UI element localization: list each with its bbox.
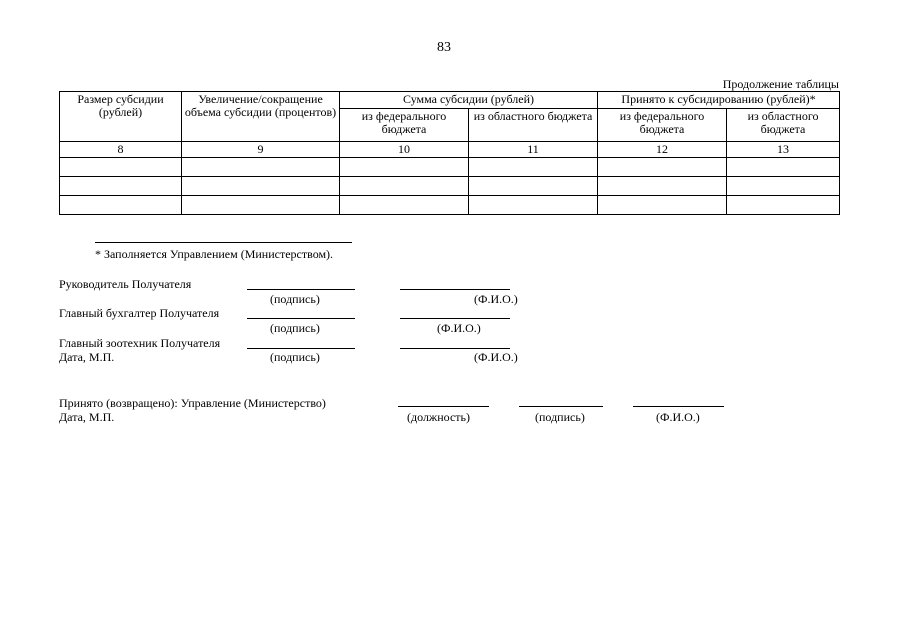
- head-name-hint: (Ф.И.О.): [474, 292, 518, 306]
- page-number: 83: [437, 40, 451, 55]
- column-number: 13: [727, 142, 840, 158]
- column-number: 9: [182, 142, 340, 158]
- subsidy-table: [59, 91, 840, 215]
- acceptance-signature-line: [519, 406, 603, 407]
- zootechnician-signature-hint: (подпись): [270, 350, 320, 364]
- table-cell: [598, 177, 727, 196]
- column-number: 8: [60, 142, 182, 158]
- table-cell: [598, 158, 727, 177]
- footnote-separator: [95, 242, 352, 243]
- table-cell: [598, 196, 727, 215]
- table-row: [60, 177, 840, 196]
- table-cell: [469, 177, 598, 196]
- table-cell: [340, 158, 469, 177]
- header-subsidy-sum: Сумма субсидии (рублей): [340, 92, 598, 109]
- header-accepted: Принято к субсидированию (рублей)*: [598, 92, 840, 109]
- accountant-name-line: [400, 318, 510, 319]
- header-sum-federal: из федерального бюджета: [340, 109, 469, 142]
- date-stamp-label: Дата, М.П.: [59, 350, 115, 364]
- table-cell: [340, 177, 469, 196]
- header-accepted-regional: из областного бюджета: [727, 109, 840, 142]
- column-number: 11: [469, 142, 598, 158]
- header-subsidy-size: Размер субсидии (рублей): [60, 92, 182, 142]
- acceptance-label: Принято (возвращено): Управление (Министерство): [59, 396, 326, 410]
- table-cell: [469, 196, 598, 215]
- accountant-signature-hint: (подпись): [270, 321, 320, 335]
- table-cell: [182, 196, 340, 215]
- column-number-row: [60, 142, 840, 158]
- table-cell: [182, 158, 340, 177]
- acceptance-signature-hint: (подпись): [535, 410, 585, 424]
- head-name-line: [400, 289, 510, 290]
- acceptance-name-line: [633, 406, 724, 407]
- table-row: [60, 196, 840, 215]
- table-cell: [727, 158, 840, 177]
- table-cell: [182, 177, 340, 196]
- table-continuation-label: Продолжение таблицы: [722, 77, 839, 91]
- acceptance-position-line: [398, 406, 489, 407]
- accountant-signature-line: [247, 318, 355, 319]
- header-accepted-federal: из федерального бюджета: [598, 109, 727, 142]
- table-cell: [60, 196, 182, 215]
- zootechnician-name-hint: (Ф.И.О.): [474, 350, 518, 364]
- table-cell: [60, 177, 182, 196]
- zootechnician-signature-line: [247, 348, 355, 349]
- table-cell: [727, 196, 840, 215]
- footnote: * Заполняется Управлением (Министерством).: [95, 247, 334, 261]
- column-number: 10: [340, 142, 469, 158]
- table-cell: [60, 158, 182, 177]
- zootechnician-name-line: [400, 348, 510, 349]
- acceptance-name-hint: (Ф.И.О.): [656, 410, 700, 424]
- table-row: [60, 158, 840, 177]
- head-signature-line: [247, 289, 355, 290]
- table-cell: [340, 196, 469, 215]
- chief-accountant-label: Главный бухгалтер Получателя: [59, 306, 220, 320]
- acceptance-position-hint: (должность): [407, 410, 470, 424]
- zootechnician-label: Главный зоотехник Получателя: [59, 336, 221, 350]
- header-sum-regional: из областного бюджета: [469, 109, 598, 142]
- table-cell: [469, 158, 598, 177]
- head-label: Руководитель Получателя: [59, 277, 192, 291]
- column-number: 12: [598, 142, 727, 158]
- accountant-name-hint: (Ф.И.О.): [437, 321, 481, 335]
- acceptance-date-label: Дата, М.П.: [59, 410, 115, 424]
- head-signature-hint: (подпись): [270, 292, 320, 306]
- table-cell: [727, 177, 840, 196]
- header-change-percent: Увеличение/сокращение объема субсидии (процентов): [182, 92, 340, 142]
